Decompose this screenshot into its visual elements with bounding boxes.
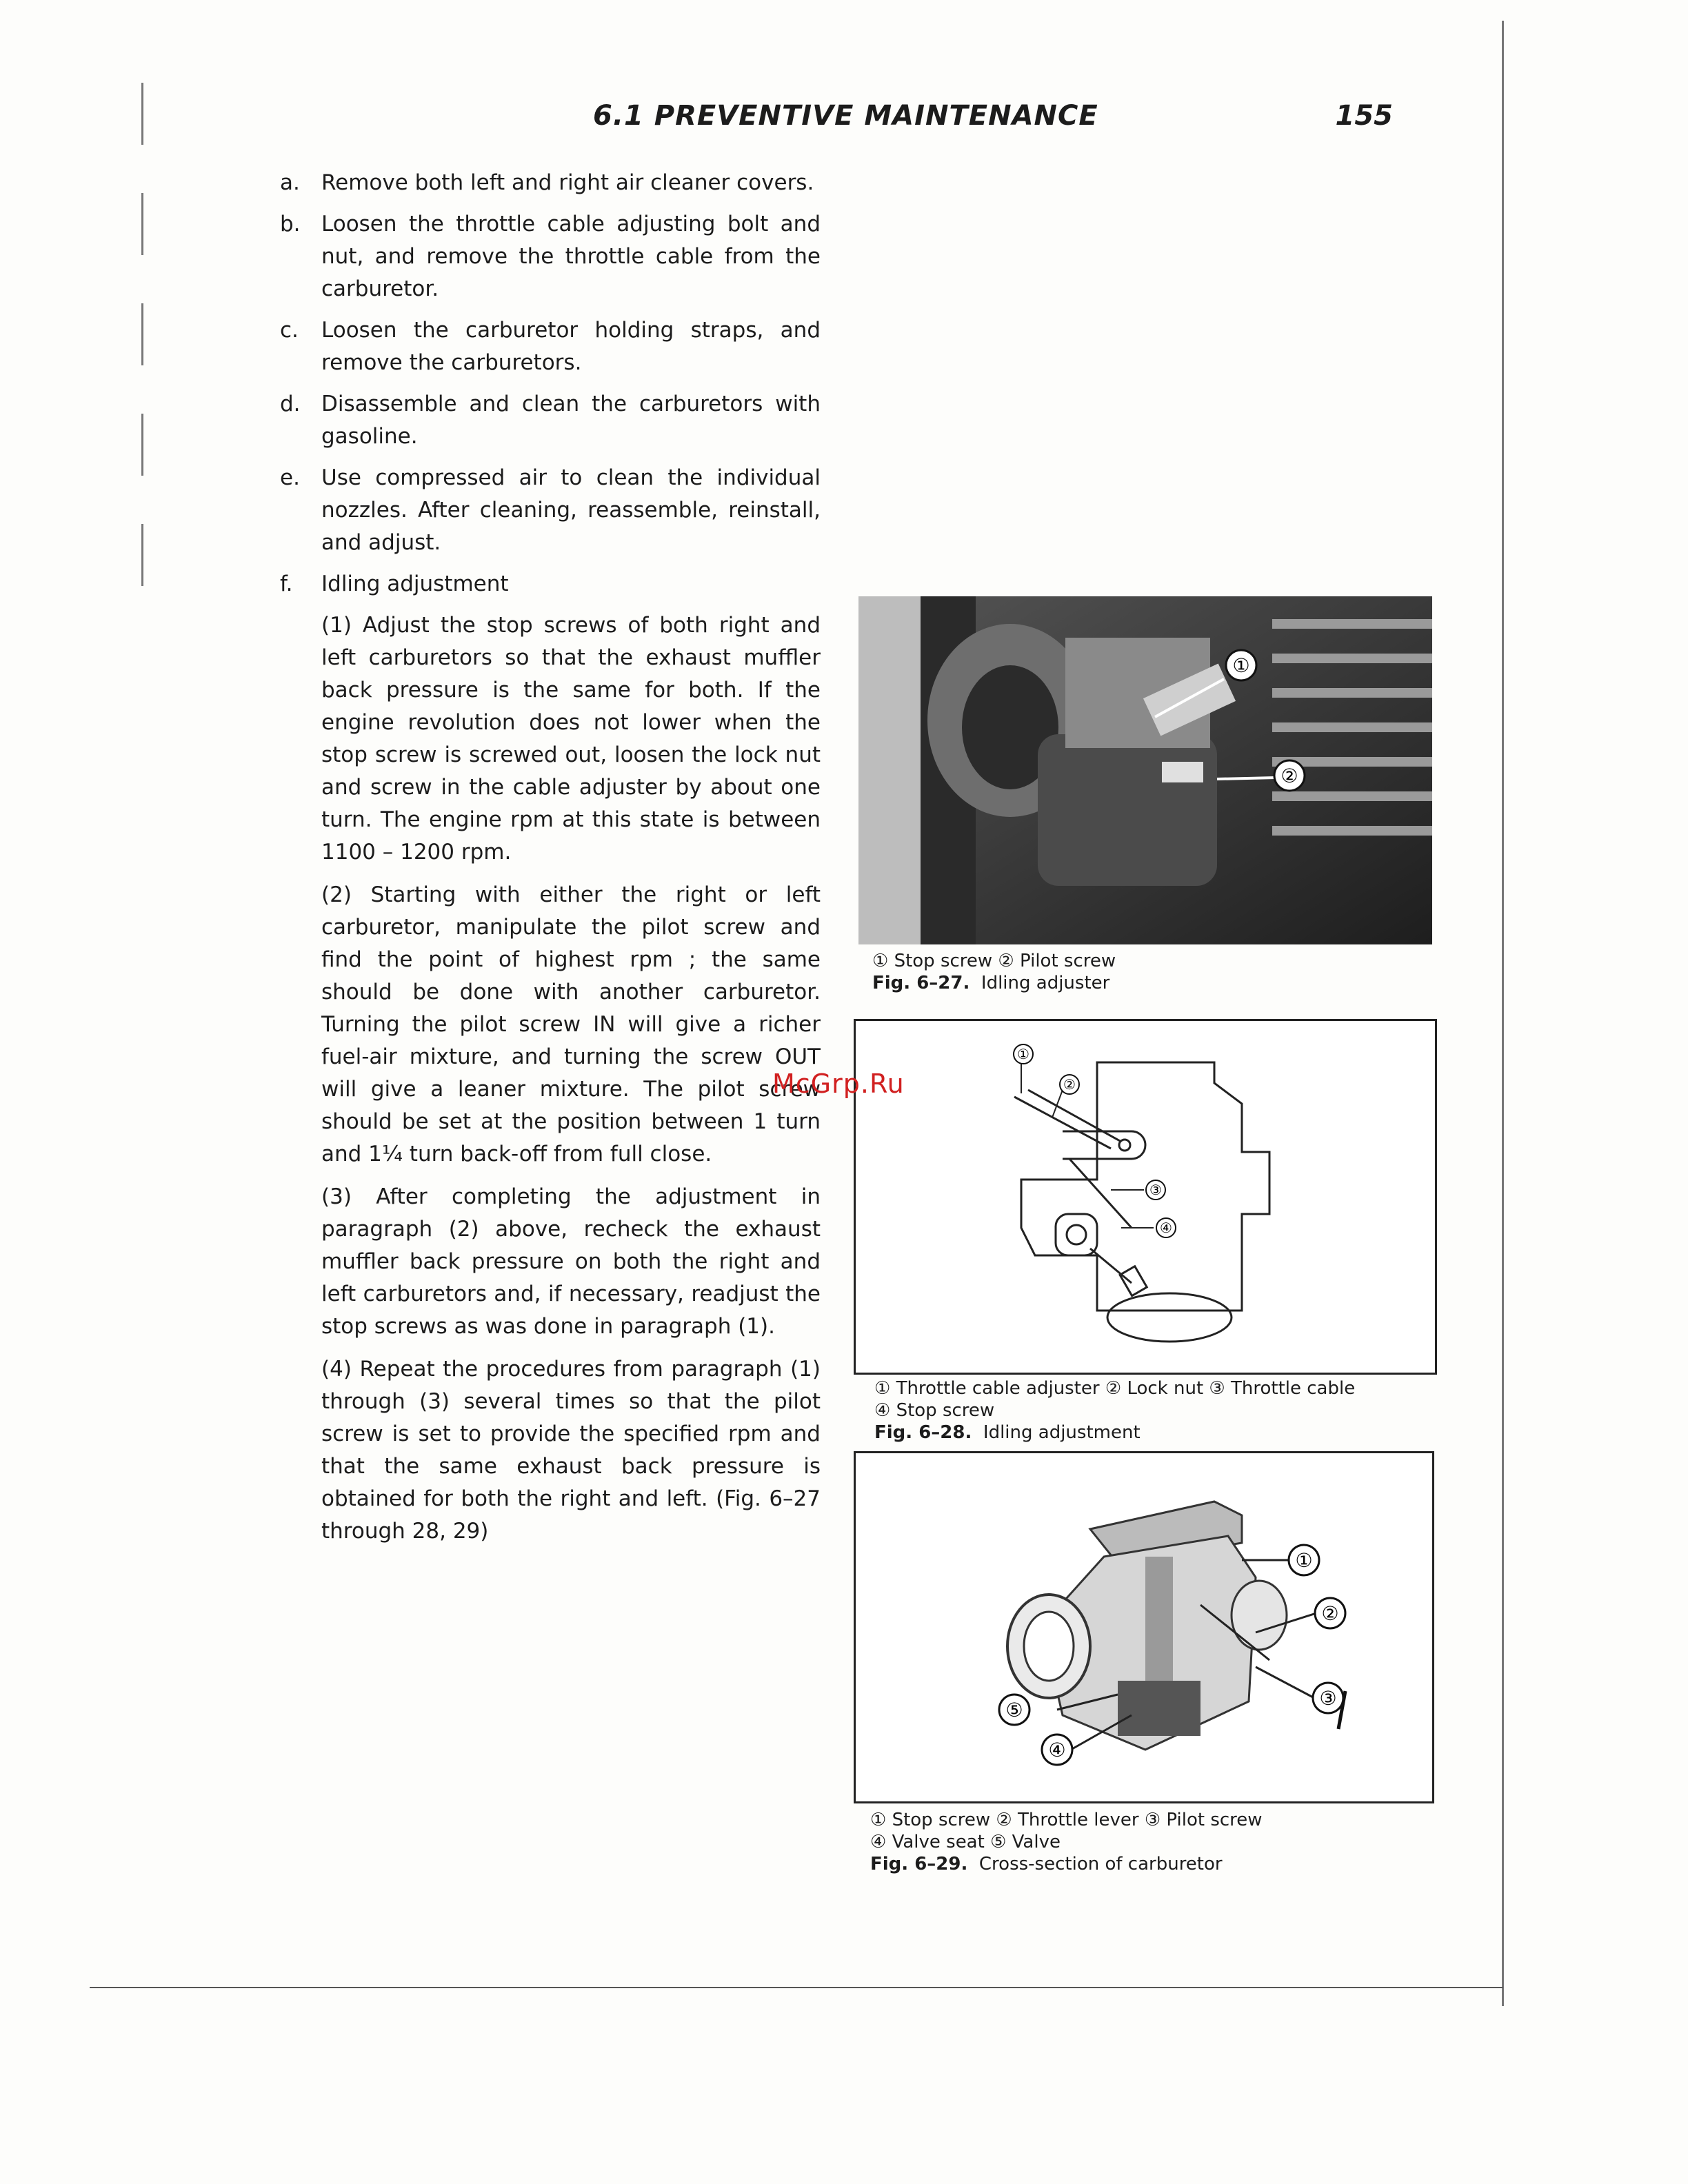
svg-text:④: ④ <box>1048 1739 1066 1761</box>
watermark: McGrp.Ru <box>772 1069 905 1099</box>
step-mark: a. <box>280 170 300 195</box>
step-mark: f. <box>280 572 293 596</box>
paragraph-3: (3) After completing the adjustment in paragraph (2) above, recheck the exhaust muffler back pressure on both the right and left carburetors and, if necessary, readjust the stop screws as was done in paragraph (1). <box>321 1184 821 1339</box>
fig-6-29-photo <box>854 1451 1434 1803</box>
svg-text:①: ① <box>1017 1046 1029 1062</box>
fig-6-28-caption <box>874 1377 1355 1444</box>
step-d <box>276 388 821 453</box>
bottom-scan-line <box>90 1987 1503 1988</box>
figure-label: Fig. 6–28. <box>874 1422 972 1443</box>
carburetor-cross-section-image <box>856 1453 1432 1801</box>
step-mark: c. <box>280 318 299 343</box>
callout-5 <box>999 1695 1029 1725</box>
step-text: Use compressed air to clean the individual nozzles. After cleaning, reassemble, reinstall, and adjust. <box>321 465 821 555</box>
left-binding-mark-4 <box>141 414 143 476</box>
fig-6-27-photo <box>858 596 1432 944</box>
left-binding-mark-1 <box>141 83 143 145</box>
callout-1 <box>1289 1545 1319 1575</box>
left-binding-mark-5 <box>141 524 143 586</box>
left-binding-mark-3 <box>141 303 143 365</box>
figure-title: Idling adjuster <box>981 973 1110 993</box>
page-header <box>593 100 1393 141</box>
section-title: 6.1 PREVENTIVE MAINTENANCE <box>593 100 1098 132</box>
step-text: Loosen the carburetor holding straps, and remove the carburetors. <box>321 318 821 375</box>
caption-line-2: ④ Valve seat ⑤ Valve <box>870 1832 1061 1852</box>
svg-text:①: ① <box>1232 654 1250 677</box>
svg-text:①: ① <box>1295 1549 1313 1572</box>
idling-adjuster-photo <box>858 596 1432 944</box>
callout-4 <box>1042 1735 1072 1765</box>
svg-text:⑤: ⑤ <box>1005 1699 1023 1721</box>
fig-6-28-diagram <box>854 1019 1437 1375</box>
figure-label: Fig. 6–27. <box>872 973 970 993</box>
caption-items: ① Stop screw ② Pilot screw <box>872 951 1116 971</box>
step-a <box>276 167 821 199</box>
step-c <box>276 314 821 379</box>
svg-text:②: ② <box>1321 1602 1339 1625</box>
callout-1 <box>1014 1044 1033 1064</box>
step-b <box>276 208 821 305</box>
svg-text:②: ② <box>1280 765 1298 787</box>
callout-2 <box>1274 760 1305 791</box>
caption-line-2: ④ Stop screw <box>874 1400 995 1421</box>
callout-3 <box>1313 1683 1343 1713</box>
step-mark: e. <box>280 465 300 490</box>
paragraph-2: (2) Starting with either the right or left carburetor, manipulate the pilot screw and find the point of highest rpm ; the same should be done with another carburetor. Turning the pilot screw IN will give a richer fuel-air mixture, and turning the screw OUT will give a leaner mixture. The pilot screw should be set at the position between 1 turn and 1¼ turn back-off from full close. <box>321 882 821 1166</box>
procedure-text <box>276 167 821 1558</box>
callout-3 <box>1146 1180 1165 1200</box>
step-mark: b. <box>280 212 301 236</box>
right-page-edge <box>1502 21 1504 2006</box>
step-text: Idling adjustment <box>321 572 509 596</box>
left-binding-mark-2 <box>141 193 143 255</box>
svg-text:③: ③ <box>1319 1687 1337 1710</box>
svg-text:④: ④ <box>1160 1220 1172 1236</box>
figure-label: Fig. 6–29. <box>870 1854 968 1874</box>
step-text: Disassemble and clean the carburetors with gasoline. <box>321 392 821 449</box>
callout-2 <box>1315 1598 1345 1628</box>
caption-line-1: ① Throttle cable adjuster ② Lock nut ③ Throttle cable <box>874 1378 1356 1399</box>
step-mark: d. <box>280 392 301 416</box>
paragraph-4: (4) Repeat the procedures from paragraph (1) through (3) several times so that the pilot screw is set to provide the specified rpm and that the same exhaust back pressure is obtained for both the right and left. (Fig. 6–27 through 28, 29) <box>321 1357 821 1544</box>
figure-title: Idling adjustment <box>983 1422 1141 1443</box>
step-f <box>276 568 821 600</box>
callout-1 <box>1226 650 1256 680</box>
figure-title: Cross-section of carburetor <box>978 1854 1223 1874</box>
fig-6-29-caption <box>870 1809 1263 1875</box>
svg-text:②: ② <box>1063 1076 1076 1093</box>
fig-6-27-caption <box>872 950 1116 994</box>
paragraph-1: (1) Adjust the stop screws of both right and left carburetors so that the exhaust muffler back pressure is the same for both. If the engine revolution does not lower when the stop screw is screwed out, loosen the lock nut and screw in the cable adjuster by about one turn. The engine rpm at this state is between 1100 – 1200 rpm. <box>321 613 821 865</box>
idling-adjustment-drawing <box>856 1021 1435 1373</box>
svg-text:③: ③ <box>1149 1182 1162 1198</box>
callout-4 <box>1156 1218 1176 1237</box>
step-e <box>276 462 821 559</box>
step-text: Remove both left and right air cleaner covers. <box>321 170 814 195</box>
page-number: 155 <box>1335 100 1393 132</box>
step-text: Loosen the throttle cable adjusting bolt and nut, and remove the throttle cable from the carburetor. <box>321 212 821 301</box>
caption-line-1: ① Stop screw ② Throttle lever ③ Pilot screw <box>870 1810 1263 1830</box>
callout-2 <box>1060 1075 1079 1094</box>
